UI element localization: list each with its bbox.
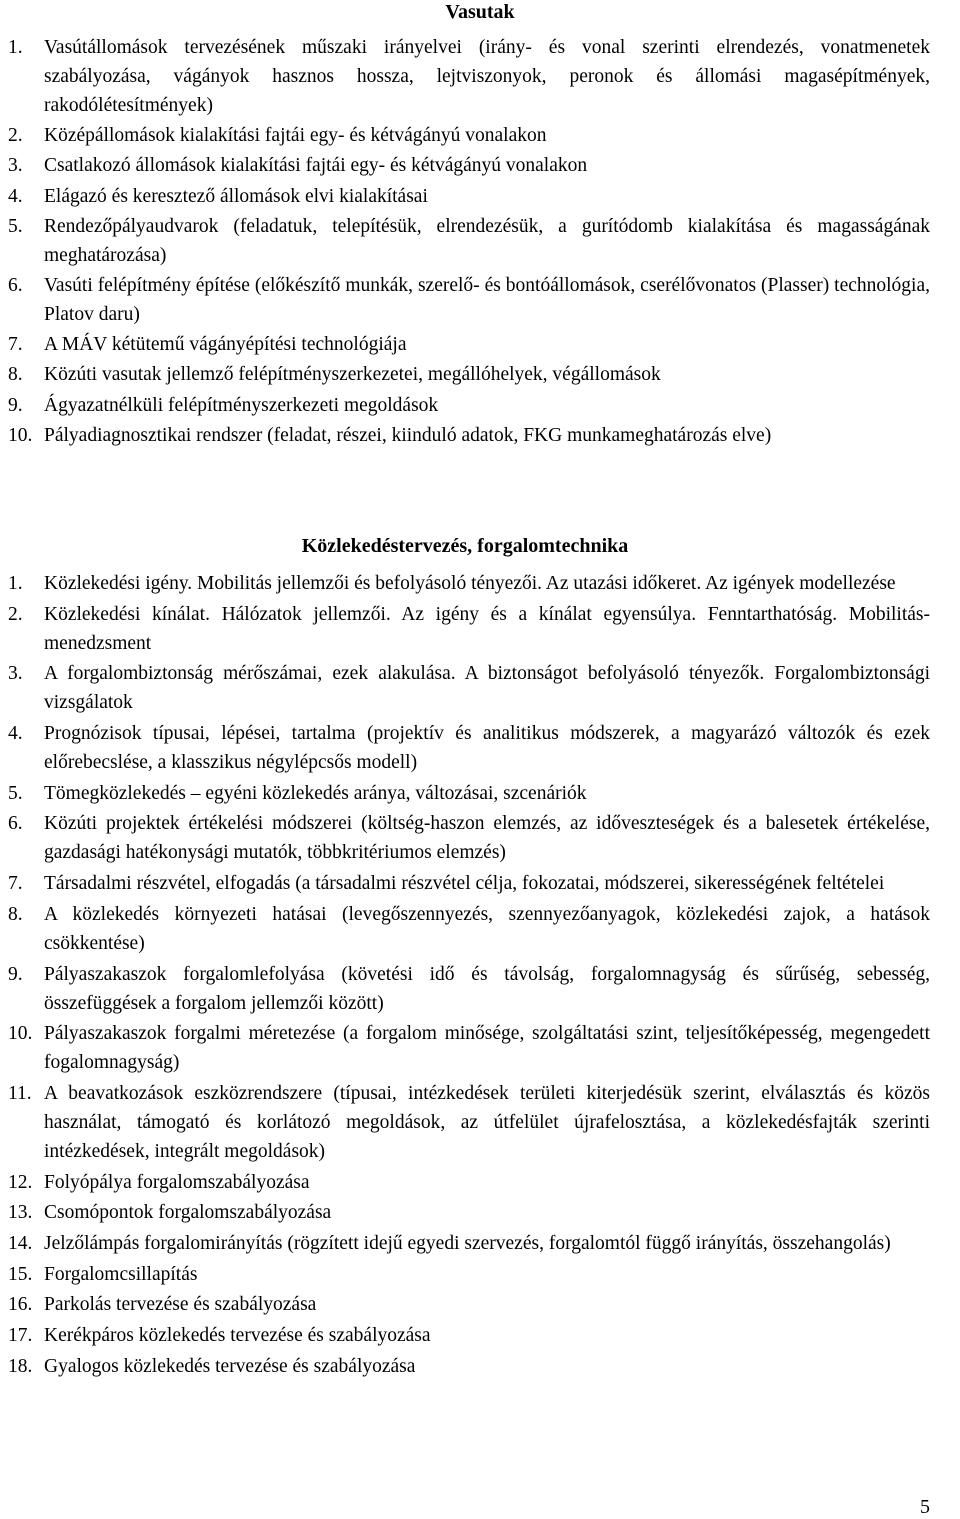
list-item — [8, 360, 930, 389]
item-text: Tömegközlekedés – egyéni közlekedés aránya, változásai, szcenáriók — [44, 782, 587, 804]
item-number: 5. — [8, 782, 23, 804]
item-text: Parkolás tervezése és szabályozása — [44, 1294, 317, 1316]
item-number: 12. — [8, 1171, 33, 1193]
item-text: Csomópontok forgalomszabályozása — [44, 1202, 332, 1224]
item-text: Ágyazatnélküli felépítményszerkezeti megoldások — [44, 394, 439, 416]
list-item — [8, 391, 930, 420]
item-number: 9. — [8, 963, 23, 985]
item-text: Jelzőlámpás forgalomirányítás (rögzített idejű egyedi szervezés, forgalomtól függő irányítás, összehangolás) — [44, 1232, 891, 1254]
item-text: Közúti vasutak jellemző felépítményszerkezetei, megállóhelyek, végállomások — [44, 364, 661, 386]
item-number: 2. — [8, 125, 23, 147]
item-number: 2. — [8, 603, 23, 625]
item-text: Pályaszakaszok forgalmi méretezése (a forgalom minősége, szolgáltatási szint, teljesítőképesség, megengedett fogalomnagyság) — [44, 1023, 930, 1074]
item-number: 8. — [8, 364, 23, 386]
item-number: 8. — [8, 903, 23, 925]
item-text: Pályaszakaszok forgalomlefolyása (követési idő és távolság, forgalomnagyság és sűrűség, sebesség, összefüggések a forgalom jellemzői között) — [44, 963, 930, 1014]
item-text: Vasúti felépítmény építése (előkészítő munkák, szerelő- és bontóállomások, cserélővonatos (Plasser) technológia, Platov daru) — [44, 274, 930, 325]
item-text: Elágazó és keresztező állomások elvi kialakításai — [44, 185, 428, 207]
item-text: Csatlakozó állomások kialakítási fajtái egy- és kétvágányú vonalakon — [44, 155, 588, 177]
item-number: 18. — [8, 1355, 33, 1377]
list-item — [8, 421, 930, 450]
item-text: Társadalmi részvétel, elfogadás (a társadalmi részvétel célja, fokozatai, módszerei, sikerességének feltételei — [44, 873, 885, 895]
item-text: Pályadiagnosztikai rendszer (feladat, részei, kiinduló adatok, FKG munkameghatározás elve) — [44, 424, 772, 446]
item-number: 1. — [8, 573, 23, 594]
item-number: 7. — [8, 334, 23, 356]
item-text: Közlekedési kínálat. Hálózatok jellemzői. Az igény és a kínálat egyensúlya. Fenntarthatóság. Mobilitás-menedzsment — [44, 603, 930, 654]
list-item — [8, 1321, 930, 1350]
item-number: 3. — [8, 663, 23, 685]
list-item — [8, 271, 930, 329]
item-number: 6. — [8, 274, 23, 296]
item-text: Közúti projektek értékelési módszerei (költség-haszon elemzés, az időveszteségek és a balesetek értékelése, gazdasági hatékonysági mutatók, többkritériumos elemzés) — [44, 813, 930, 864]
item-text: A MÁV kétütemű vágányépítési technológiája — [44, 334, 407, 356]
section-title-vasutak: Vasutak — [445, 1, 515, 23]
list-item — [8, 121, 930, 150]
item-number: 14. — [8, 1232, 33, 1254]
item-text: Gyalogos közlekedés tervezése és szabályozása — [44, 1355, 416, 1377]
item-number: 16. — [8, 1294, 33, 1316]
list-item — [8, 1352, 930, 1381]
item-text: Rendezőpályaudvarok (feladatuk, telepítésük, elrendezésük, a gurítódomb kialakítása és magasságának meghatározása) — [44, 215, 930, 266]
list-item — [8, 1019, 930, 1077]
item-number: 10. — [8, 424, 33, 446]
list-item — [8, 600, 930, 658]
list-item — [8, 330, 930, 359]
item-number: 17. — [8, 1325, 33, 1346]
list-item — [8, 33, 930, 120]
list-item — [8, 809, 930, 867]
item-number: 7. — [8, 873, 23, 895]
list-item — [8, 779, 930, 808]
page-number: 5 — [920, 1496, 930, 1518]
list-item — [8, 151, 930, 180]
list-item — [8, 1168, 930, 1197]
item-number: 4. — [8, 185, 23, 207]
item-text: Középállomások kialakítási fajtái egy- és kétvágányú vonalakon — [44, 125, 547, 147]
item-text: Prognózisok típusai, lépései, tartalma (projektív és analitikus módszerek, a magyarázó változók és ezek előrebecslése, a klasszikus négylépcsős modell) — [44, 723, 930, 774]
vasutak-topic-list — [8, 33, 930, 451]
list-item — [8, 1079, 930, 1166]
item-text: Folyópálya forgalomszabályozása — [44, 1171, 310, 1193]
kozlekedestervezes-topic-list — [8, 569, 930, 1382]
item-text: Vasútállomások tervezésének műszaki irányelvei (irány- és vonal szerinti elrendezés, vonatmenetek szabályozása, vágányok hasznos hossza, lejtviszonyok, peronok és állomási magasépítmények, rakodólétesítmények) — [44, 37, 930, 116]
item-text: Kerékpáros közlekedés tervezése és szabályozása — [44, 1325, 431, 1346]
list-item — [8, 659, 930, 717]
item-number: 5. — [8, 215, 23, 237]
list-item — [8, 212, 930, 270]
item-text: Forgalomcsillapítás — [44, 1263, 198, 1285]
item-number: 3. — [8, 155, 23, 177]
item-number: 13. — [8, 1202, 33, 1224]
list-item — [8, 1198, 930, 1227]
item-text: Közlekedési igény. Mobilitás jellemzői és befolyásoló tényezői. Az utazási időkeret. Az igények modellezése — [44, 573, 896, 594]
list-item — [8, 569, 930, 598]
item-text: A beavatkozások eszközrendszere (típusai, intézkedések területi kiterjedésük szerint, elválasztás és közös használat, támogató és korlátozó megoldások, az útfelület újrafelosztása, a közlekedésfajták szerinti intézkedések, integrált megoldások) — [44, 1082, 930, 1162]
item-number: 15. — [8, 1263, 33, 1285]
list-item — [8, 960, 930, 1018]
item-number: 6. — [8, 813, 23, 835]
item-number: 9. — [8, 394, 23, 416]
section-title-kozlekedestervezes: Közlekedéstervezés, forgalomtechnika — [301, 535, 629, 557]
item-number: 11. — [8, 1082, 32, 1104]
list-item — [8, 182, 930, 211]
list-item — [8, 900, 930, 958]
item-text: A közlekedés környezeti hatásai (levegőszennyezés, szennyezőanyagok, közlekedési zajok, a hatások csökkentése) — [44, 903, 930, 954]
item-number: 4. — [8, 723, 23, 745]
list-item — [8, 1290, 930, 1319]
list-item — [8, 1260, 930, 1289]
list-item — [8, 869, 930, 898]
item-number: 1. — [8, 37, 23, 58]
item-text: A forgalombiztonság mérőszámai, ezek alakulása. A biztonságot befolyásoló tényezők. Forgalombiztonsági vizsgálatok — [44, 663, 930, 714]
list-item — [8, 719, 930, 777]
item-number: 10. — [8, 1023, 33, 1045]
list-item — [8, 1229, 930, 1258]
